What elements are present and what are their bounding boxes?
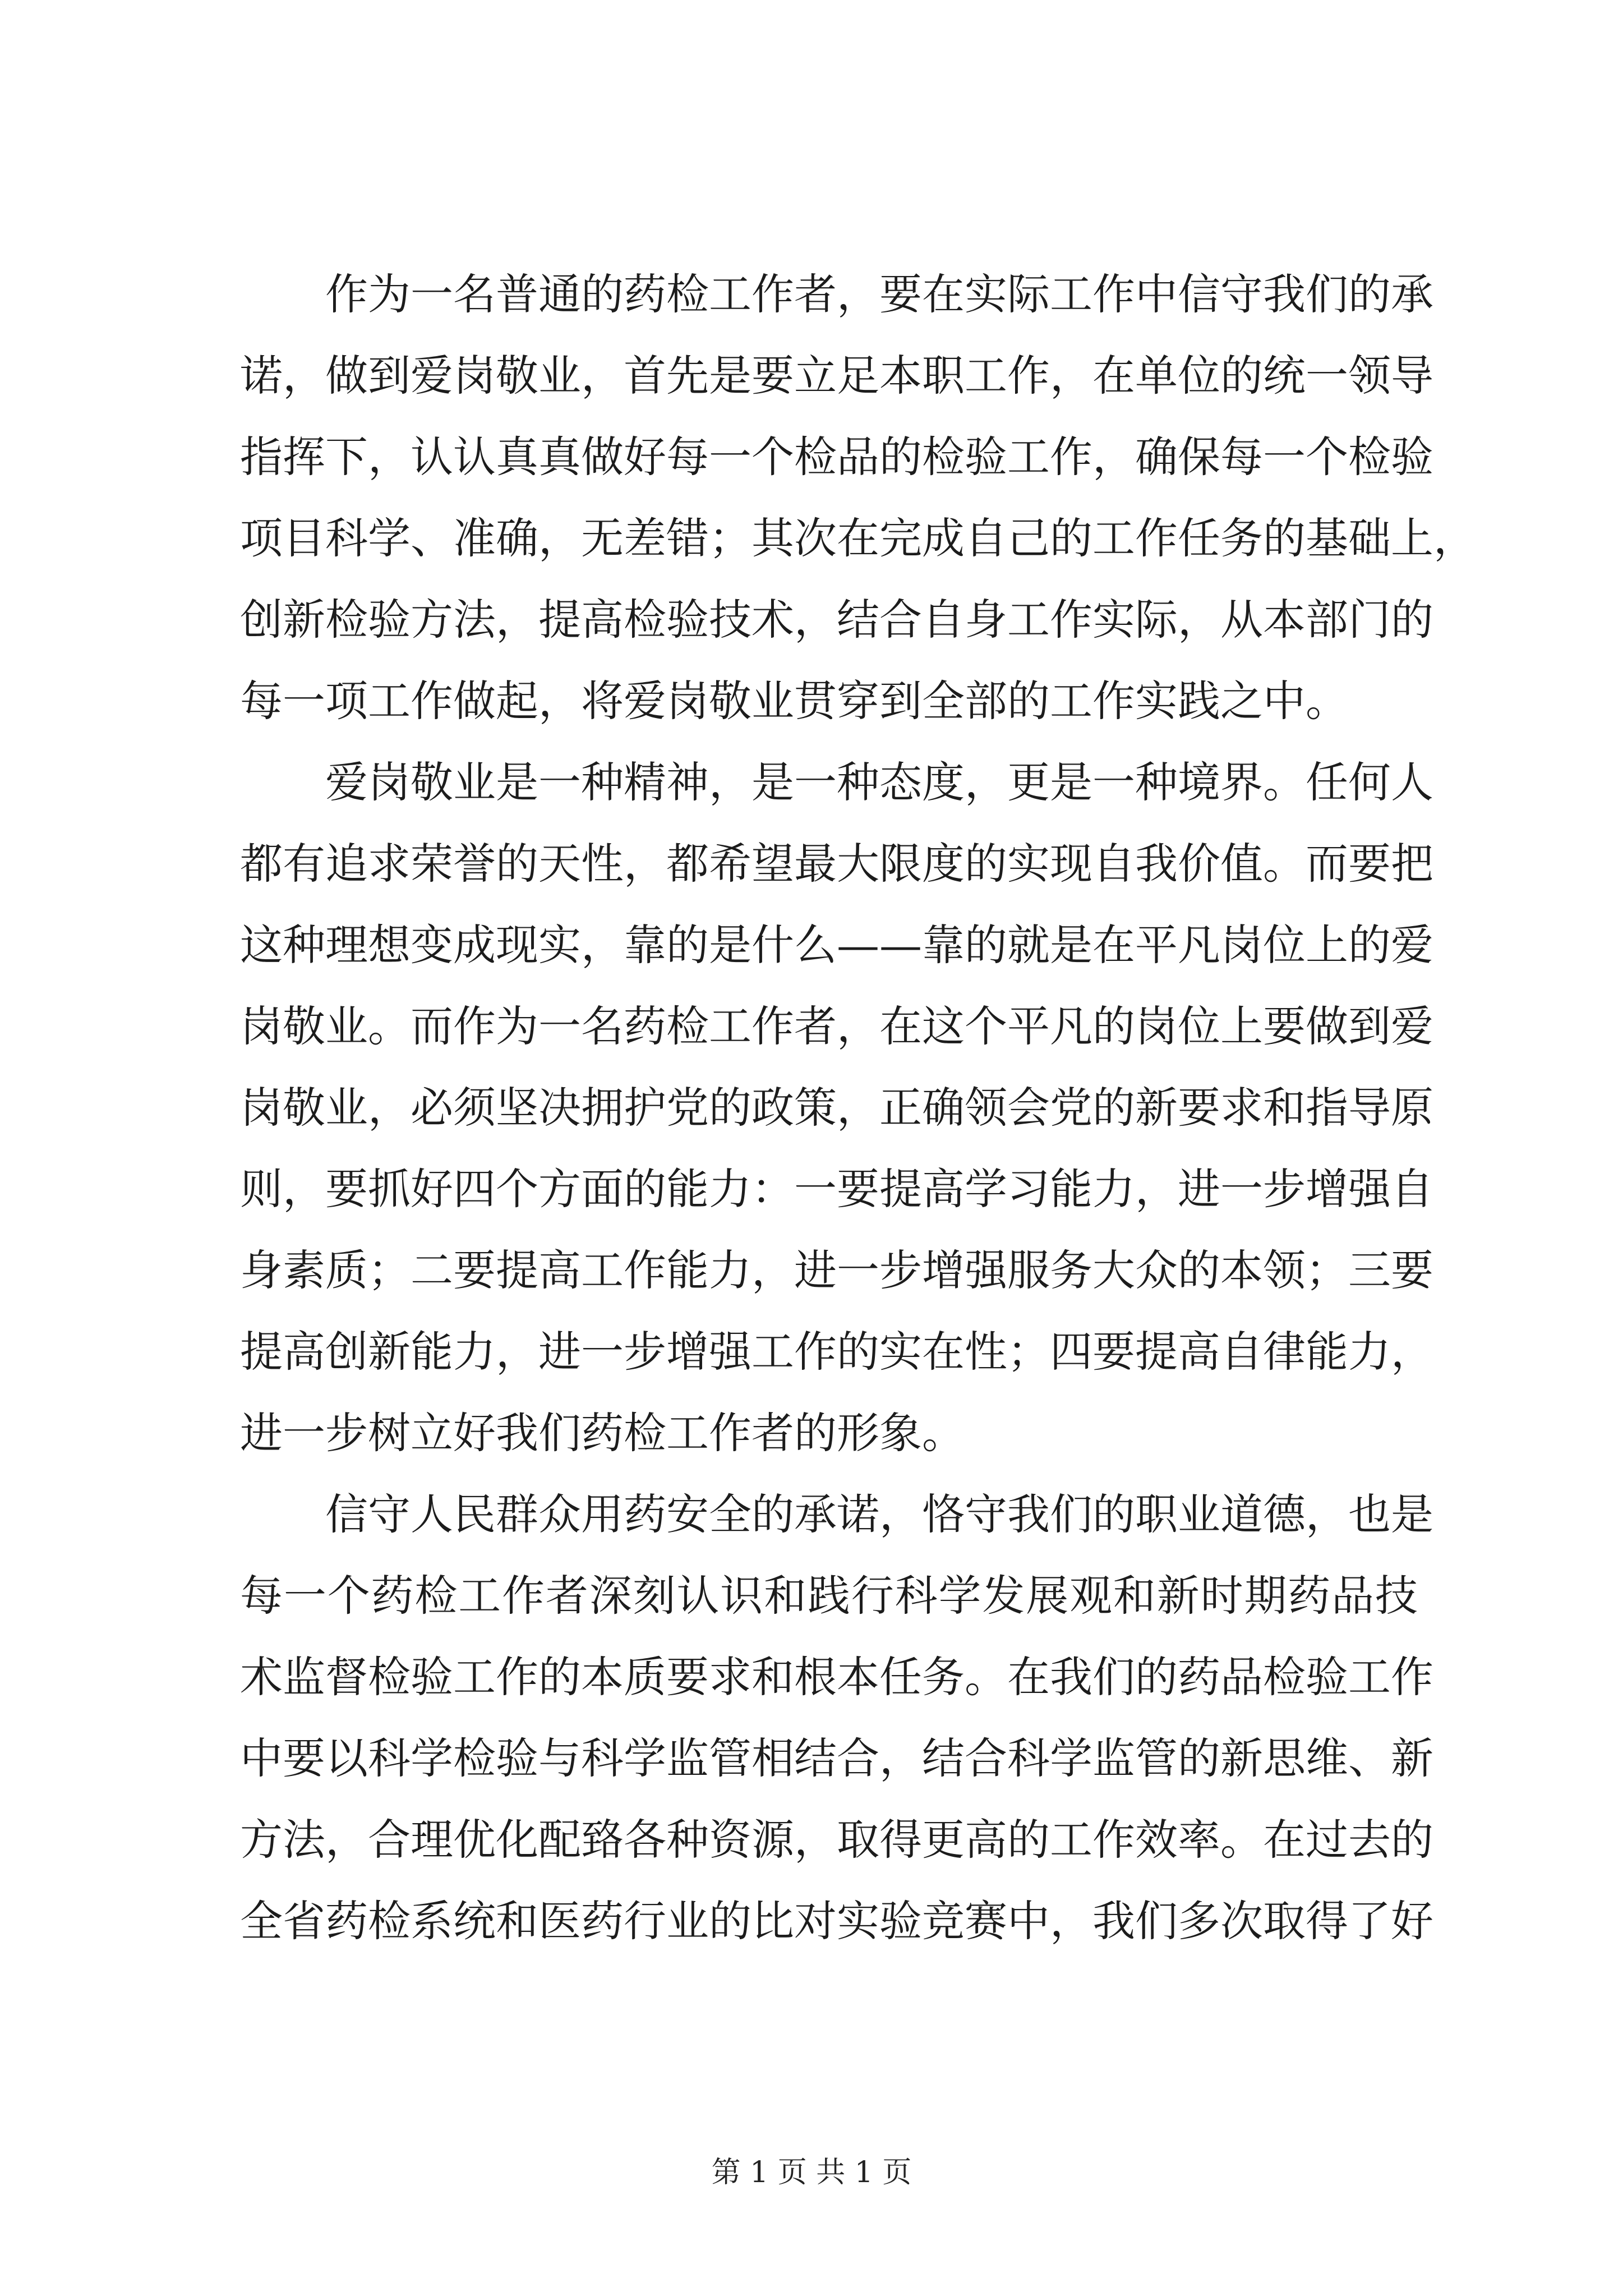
- text-line: 每一项工作做起，将爱岗敬业贯穿到全部的工作实践之中。: [240, 676, 1348, 726]
- text-line: 作为一名普通的药检工作者，要在实际工作中信守我们的承: [325, 269, 1433, 319]
- text-line: 全省药检系统和医药行业的比对实验竞赛中，我们多次取得了好: [240, 1896, 1433, 1946]
- text-line: 进一步树立好我们药检工作者的形象。: [240, 1408, 965, 1458]
- text-line: 术监督检验工作的本质要求和根本任务。在我们的药品检验工作: [240, 1652, 1433, 1702]
- text-line: 诺，做到爱岗敬业，首先是要立足本职工作，在单位的统一领导: [240, 351, 1433, 401]
- paragraph-2: [240, 742, 1433, 1474]
- text-line: 岗敬业。而作为一名药检工作者，在这个平凡的岗位上要做到爱: [240, 1001, 1433, 1051]
- paragraph-3: [240, 1474, 1433, 1962]
- text-line: 这种理想变成现实，靠的是什么——靠的就是在平凡岗位上的爱: [240, 920, 1433, 970]
- text-line: 岗敬业，必须坚决拥护党的政策，正确领会党的新要求和指导原: [240, 1083, 1433, 1133]
- document-body: [240, 254, 1476, 1962]
- text-line: 信守人民群众用药安全的承诺，恪守我们的职业道德，也是: [325, 1489, 1433, 1539]
- text-line: 中要以科学检验与科学监管相结合，结合科学监管的新思维、新: [240, 1733, 1433, 1783]
- text-line: 每一个药检工作者深刻认识和践行科学发展观和新时期药品技: [240, 1571, 1418, 1621]
- text-line: 则，要抓好四个方面的能力：一要提高学习能力，进一步增强自: [240, 1164, 1433, 1214]
- text-line: 指挥下，认认真真做好每一个检品的检验工作，确保每一个检验: [240, 432, 1433, 482]
- paragraph-1: [240, 254, 1476, 742]
- page-number-footer: 第 1 页 共 1 页: [711, 2156, 912, 2189]
- text-line: 方法，合理优化配臵各种资源，取得更高的工作效率。在过去的: [240, 1815, 1433, 1865]
- text-line: 项目科学、准确，无差错；其次在完成自己的工作任务的基础上，: [240, 513, 1476, 563]
- text-line: 提高创新能力，进一步增强工作的实在性；四要提高自律能力，: [240, 1327, 1433, 1377]
- text-line: 创新检验方法，提高检验技术，结合自身工作实际，从本部门的: [240, 595, 1433, 645]
- text-line: 爱岗敬业是一种精神，是一种态度，更是一种境界。任何人: [325, 757, 1433, 807]
- text-line: 都有追求荣誉的天性，都希望最大限度的实现自我价值。而要把: [240, 839, 1433, 889]
- text-line: 身素质；二要提高工作能力，进一步增强服务大众的本领；三要: [240, 1245, 1433, 1295]
